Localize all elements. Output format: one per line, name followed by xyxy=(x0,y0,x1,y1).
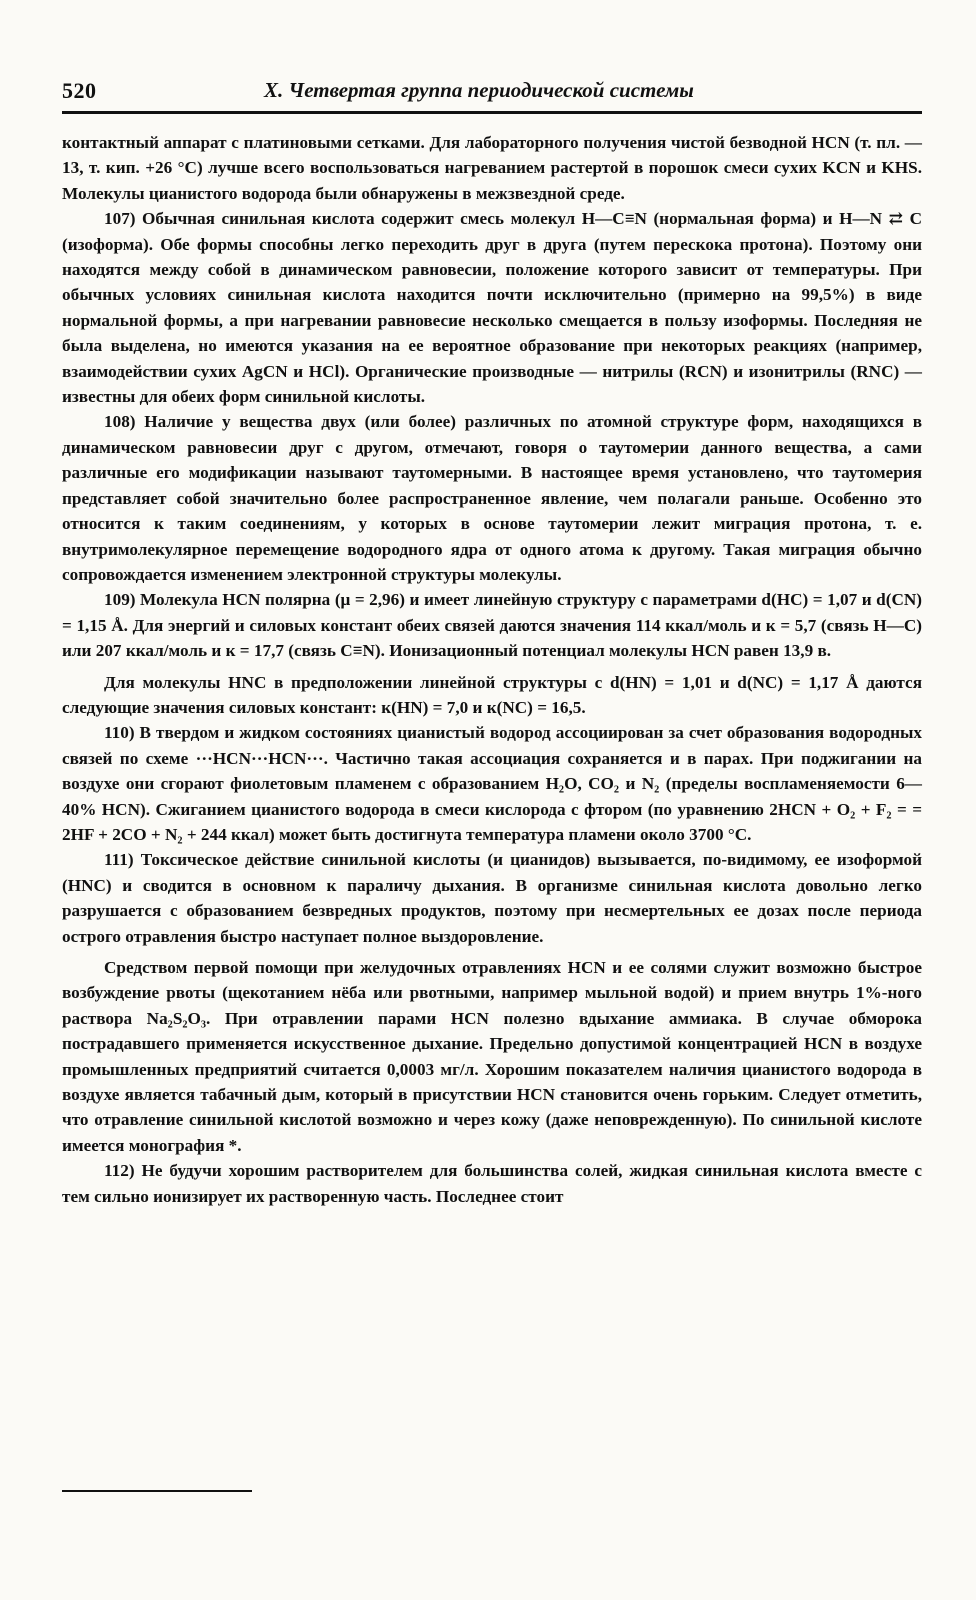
note-110: 110) В твердом и жидком состояниях цианистый водород ассоциирован за счет образования водородных связей по схеме ···HCN···HCN···. Частично такая ассоциация сохраняется и в парах. При поджигании на воздухе они сгорают фиолетовым пламенем с образованием H₂O, CO₂ и N₂ (пределы воспламеняемости 6—40% HCN). Сжиганием цианистого водорода в смеси кислорода с фтором (по уравнению 2HCN + O₂ + F₂ = = 2HF + 2CO + N₂ + 244 ккал) может быть достигнута температура пламени около 3700 °С. xyxy=(62,723,922,844)
note-111-first-aid: Средством первой помощи при желудочных отравлениях HCN и ее солями служит возможно быстрое возбуждение рвоты (щекотанием нёба или рвотными, например мыльной водой) и прием внутрь 1%-ного раствора Na₂S₂O₃. При отравлении парами HCN полезно вдыхание аммиака. В случае обморока пострадавшего применяется искусственное дыхание. Предельно допустимой концентрацией HCN в воздухе промышленных предприятий считается 0,0003 мг/л. Хорошим показателем наличия цианистого водорода в воздухе является табачный дым, который в присутствии HCN становится очень горьким. Следует отметить, что отравление синильной кислотой возможно и через кожу (даже неповрежденную). По синильной кислоте имеется монография *. xyxy=(62,958,922,1155)
header-rule xyxy=(62,111,922,114)
page-header xyxy=(62,78,922,108)
note-109: 109) Молекула HCN полярна (μ = 2,96) и имеет линейную структуру с параметрами d(HC) = 1,07 и d(CN) = 1,15 Å. Для энергий и силовых констант обеих связей даются значения 114 ккал/моль и к = 5,7 (связь H—C) или 207 ккал/моль и к = 17,7 (связь C≡N). Ионизационный потенциал молекулы HCN равен 13,9 в. xyxy=(62,590,922,661)
body-text xyxy=(62,130,922,1209)
paragraph-continuation: контактный аппарат с платиновыми сетками. Для лабораторного получения чистой безводной HCN (т. пл. —13, т. кип. +26 °С) лучше всего воспользоваться нагреванием растертой в порошок смеси сухих KCN и KHS. Молекулы цианистого водорода были обнаружены в межзвездной среде. xyxy=(62,133,922,203)
running-title: X. Четвертая группа периодической системы xyxy=(264,78,694,102)
note-107: 107) Обычная синильная кислота содержит смесь молекул H—C≡N (нормальная форма) и H—N ⇄ C (изоформа). Обе формы способны легко переходить друг в друга (путем перескока протона). Поэтому они находятся между собой в динамическом равновесии, положение которого зависит от температуры. При обычных условиях синильная кислота находится почти исключительно (примерно на 99,5%) в виде нормальной формы, а при нагревании равновесие несколько смещается в пользу изоформы. Последняя не была выделена, но имеются указания на ее вероятное образование при некоторых реакциях (например, взаимодействии сухих AgCN и HCl). Органические производные — нитрилы (RCN) и изонитрилы (RNC) — известны для обеих форм синильной кислоты. xyxy=(62,209,922,407)
note-111: 111) Токсическое действие синильной кислоты (и цианидов) вызывается, по-видимому, ее изоформой (HNC) и сводится в основном к параличу дыхания. В организме синильная кислота довольно легко разрушается с образованием безвредных продуктов, поэтому при несмертельных ее дозах после периода острого отравления быстро наступает полное выздоровление. xyxy=(62,850,922,946)
page-number: 520 xyxy=(62,78,97,103)
footnote-rule xyxy=(62,1490,252,1492)
note-108: 108) Наличие у вещества двух (или более) различных по атомной структуре форм, находящихся в динамическом равновесии друг с другом, отмечают, говоря о таутомерии данного вещества, а сами различные его модификации называют таутомерными. В настоящее время установлено, что таутомерия представляет собой значительно более распространенное явление, чем полагали раньше. Особенно это относится к таким соединениям, у которых в основе таутомерии лежит миграция протона, т. е. внутримолекулярное перемещение водородного ядра от одного атома к другому. Такая миграция обычно сопровождается изменением электронной структуры молекулы. xyxy=(62,412,922,584)
note-109-hnc: Для молекулы HNC в предположении линейной структуры с d(HN) = 1,01 и d(NC) = 1,17 Å даются следующие значения силовых констант: к(HN) = 7,0 и к(NC) = 16,5. xyxy=(62,672,922,717)
note-112: 112) Не будучи хорошим растворителем для большинства солей, жидкая синильная кислота вместе с тем сильно ионизирует их растворенную часть. Последнее стоит xyxy=(62,1161,922,1206)
